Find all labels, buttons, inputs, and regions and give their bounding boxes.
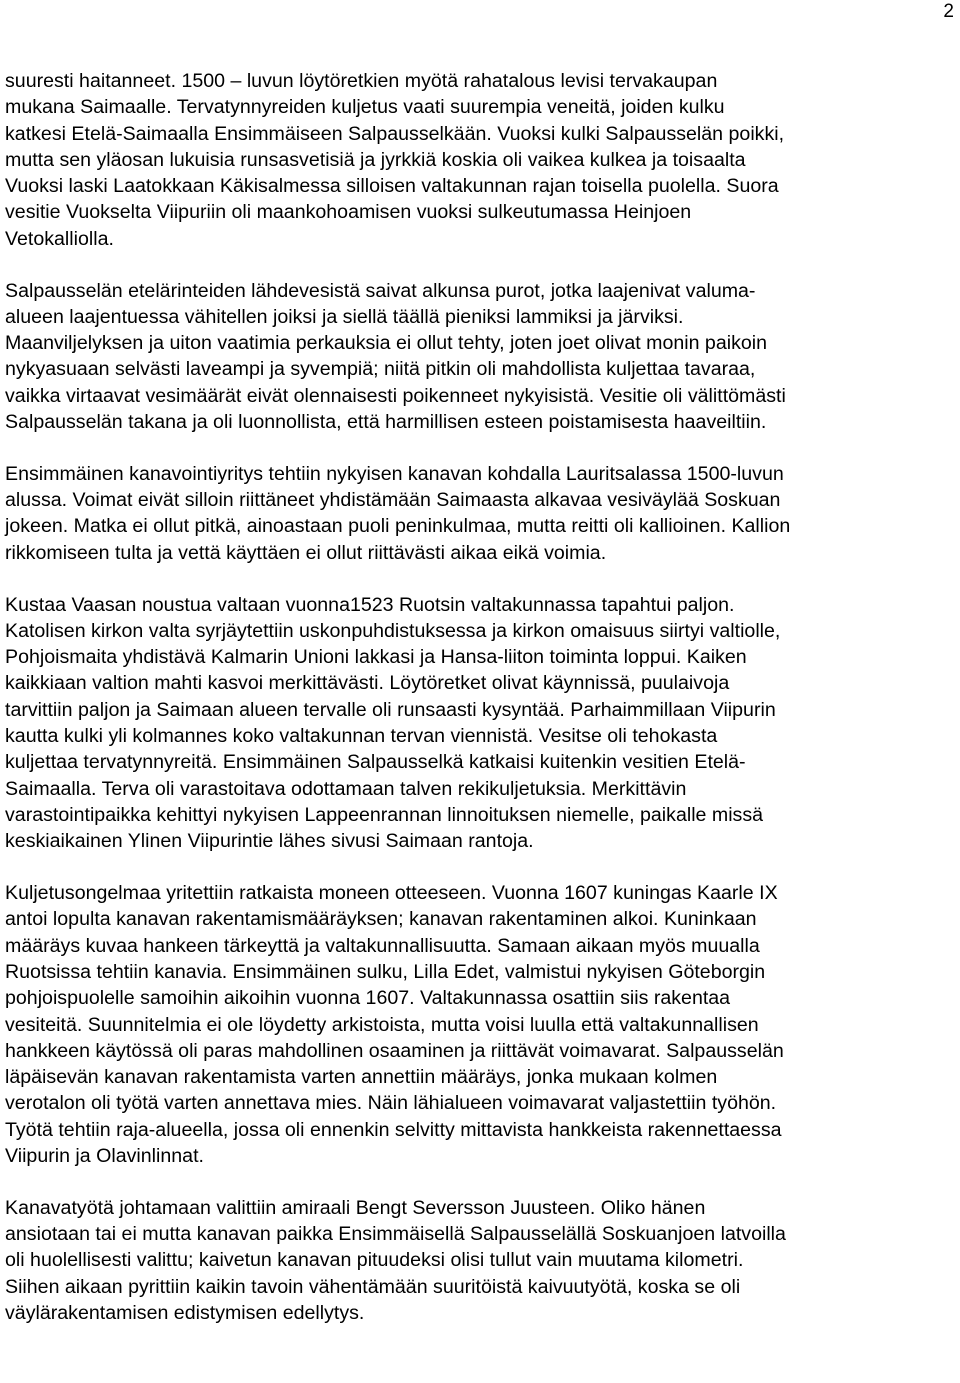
page-number: 2 [943,1,954,22]
paragraph [5,592,960,855]
text-line: varastointipaikka kehittyi nykyisen Lappeenrannan linnoituksen niemelle, paikalle missä [5,803,764,826]
paragraph-gap [5,566,960,592]
text-line: määräys kuvaa hankeen tärkeyttä ja valtakunnallisuutta. Samaan aikaan myös muualla [5,934,760,957]
text-line: keskiaikainen Ylinen Viipurintie lähes sivusi Saimaan rantoja. [5,830,534,853]
text-line: Katolisen kirkon valta syrjäytettiin uskonpuhdistuksessa ja kirkon omaisuus siirtyi valtiolle, [5,619,781,642]
text-line: alussa. Voimat eivät silloin riittäneet yhdistämään Saimaasta alkavaa vesiväylää Soskuan [5,489,781,512]
text-line: Maanviljelyksen ja uiton vaatimia perkauksia ei ollut tehty, joten joet olivat monin paikoin [5,332,768,355]
text-line: alueen laajentuessa vähitellen joiksi ja siellä täällä pieniksi lammiksi ja järviksi. [5,305,684,328]
text-line: ansiotaan tai ei mutta kanavan paikka Ensimmäisellä Salpausselällä Soskuanjoen latvoilla [5,1223,786,1246]
text-line: Kustaa Vaasan noustua valtaan vuonna1523 Ruotsin valtakunnassa tapahtui paljon. [5,593,735,616]
text-line: suuresti haitanneet. 1500 – luvun löytöretkien myötä rahatalous levisi tervakaupan [5,70,718,92]
text-line: Kanavatyötä johtamaan valittiin amiraali Bengt Seversson Juusteen. Oliko hänen [5,1196,706,1219]
text-line: nykyasuaan selvästi laveampi ja syvempiä; niitä pitkin oli mahdollista kuljettaa tavaraa, [5,358,756,381]
paragraph-gap [5,252,960,278]
text-line: väylärakentamisen edistymisen edellytys. [5,1301,365,1324]
text-line: Työtä tehtiin raja-alueella, jossa oli ennenkin selvitty mittavista hankkeista rakennettaessa [5,1118,782,1141]
text-line: hankkeen käytössä oli paras mahdollinen osaaminen ja riittävät voimavarat. Salpausselän [5,1039,784,1062]
text-line: katkesi Etelä-Saimaalla Ensimmäiseen Salpausselkään. Vuoksi kulki Salpausselän poikki, [5,122,785,145]
text-line: Ensimmäinen kanavointiyritys tehtiin nykyisen kanavan kohdalla Lauritsalassa 1500-luvun [5,462,784,485]
text-line: vesiteitä. Suunnitelmia ei ole löydetty arkistoista, mutta voisi luulla että valtakunnallisen [5,1013,759,1036]
paragraph [5,461,960,566]
text-line: antoi lopulta kanavan rakentamismääräyksen; kanavan rakentaminen alkoi. Kuninkaan [5,908,757,931]
text-line: Vetokalliolla. [5,227,114,250]
text-line: Ruotsissa tehtiin kanavia. Ensimmäinen sulku, Lilla Edet, valmistui nykyisen Göteborgin [5,960,766,983]
paragraph [5,278,960,436]
text-line: Vuoksi laski Laatokkaan Käkisalmessa silloisen valtakunnan rajan toisella puolella. Suora [5,175,779,198]
text-line: mutta sen yläosan lukuisia runsasvetisiä ja jyrkkiä koskia oli vaikea kulkea ja toisaalta [5,148,746,171]
text-line: vesitie Vuokselta Viipuriin oli maankohoamisen vuoksi sulkeutumassa Heinjoen [5,201,692,224]
paragraph-gap [5,855,960,881]
paragraph-gap [5,435,960,461]
text-line: oli huolellisesti valittu; kaivetun kanavan pituudeksi olisi tullut vain muutama kilometri. [5,1249,744,1272]
text-line: Siihen aikaan pyrittiin kaikin tavoin vähentämään suuritöistä kaivuutyötä, koska se oli [5,1275,741,1298]
paragraph [5,1195,960,1326]
text-line: kuljettaa tervatynnyreitä. Ensimmäinen Salpausselkä katkaisi kuitenkin vesitien Etelä- [5,751,746,774]
text-line: kaikkiaan valtion mahti kasvoi merkittävästi. Löytöretket olivat käynnissä, puulaivoja [5,672,730,695]
text-line: vaikka virtaavat vesimäärät eivät olennaisesti poikenneet nykyisistä. Vesitie oli välittömästi [5,384,786,407]
text-line: rikkomiseen tulta ja vettä käyttäen ei ollut riittävästi aikaa eikä voimia. [5,541,607,564]
document-body [5,68,960,1326]
paragraph [5,880,960,1169]
text-line: verotalon oli työtä varten annettava mies. Näin lähialueen voimavarat valjastettiin työhön. [5,1092,777,1115]
text-line: Saimaalla. Terva oli varastoitava odottamaan talven rekikuljetuksia. Merkittävin [5,777,687,800]
text-line: Kuljetusongelmaa yritettiin ratkaista moneen otteeseen. Vuonna 1607 kuningas Kaarle IX [5,882,778,905]
text-line: tarvittiin paljon ja Saimaan alueen tervalle oli runsaasti kysyntää. Parhaimmillaan Viipurin [5,698,776,721]
text-line: Pohjoismaita yhdistävä Kalmarin Unioni lakkasi ja Hansa-liiton toiminta loppui. Kaiken [5,646,747,669]
text-line: Salpausselän takana ja oli luonnollista, että harmillisen esteen poistamisesta haaveiltiin. [5,411,767,434]
paragraph [5,68,960,252]
text-line: mukana Saimaalle. Tervatynnyreiden kuljetus vaati suurempia veneitä, joiden kulku [5,96,725,119]
text-line: läpäisevän kanavan rakentamista varten annettiin määräys, jonka mukaan kolmen [5,1066,718,1089]
paragraph-gap [5,1169,960,1195]
text-line: pohjoispuolelle samoihin aikoihin vuonna 1607. Valtakunnassa osattiin siis rakentaa [5,987,731,1010]
text-line: jokeen. Matka ei ollut pitkä, ainoastaan puoli peninkulmaa, mutta reitti oli kallioinen. Kallion [5,515,791,538]
text-line: Salpausselän etelärinteiden lähdevesistä saivat alkunsa purot, jotka laajenivat valuma- [5,279,756,302]
text-line: kautta kulki yli kolmannes koko valtakunnan tervan viennistä. Vesitse oli tehokasta [5,725,718,748]
text-line: Viipurin ja Olavinlinnat. [5,1144,204,1167]
